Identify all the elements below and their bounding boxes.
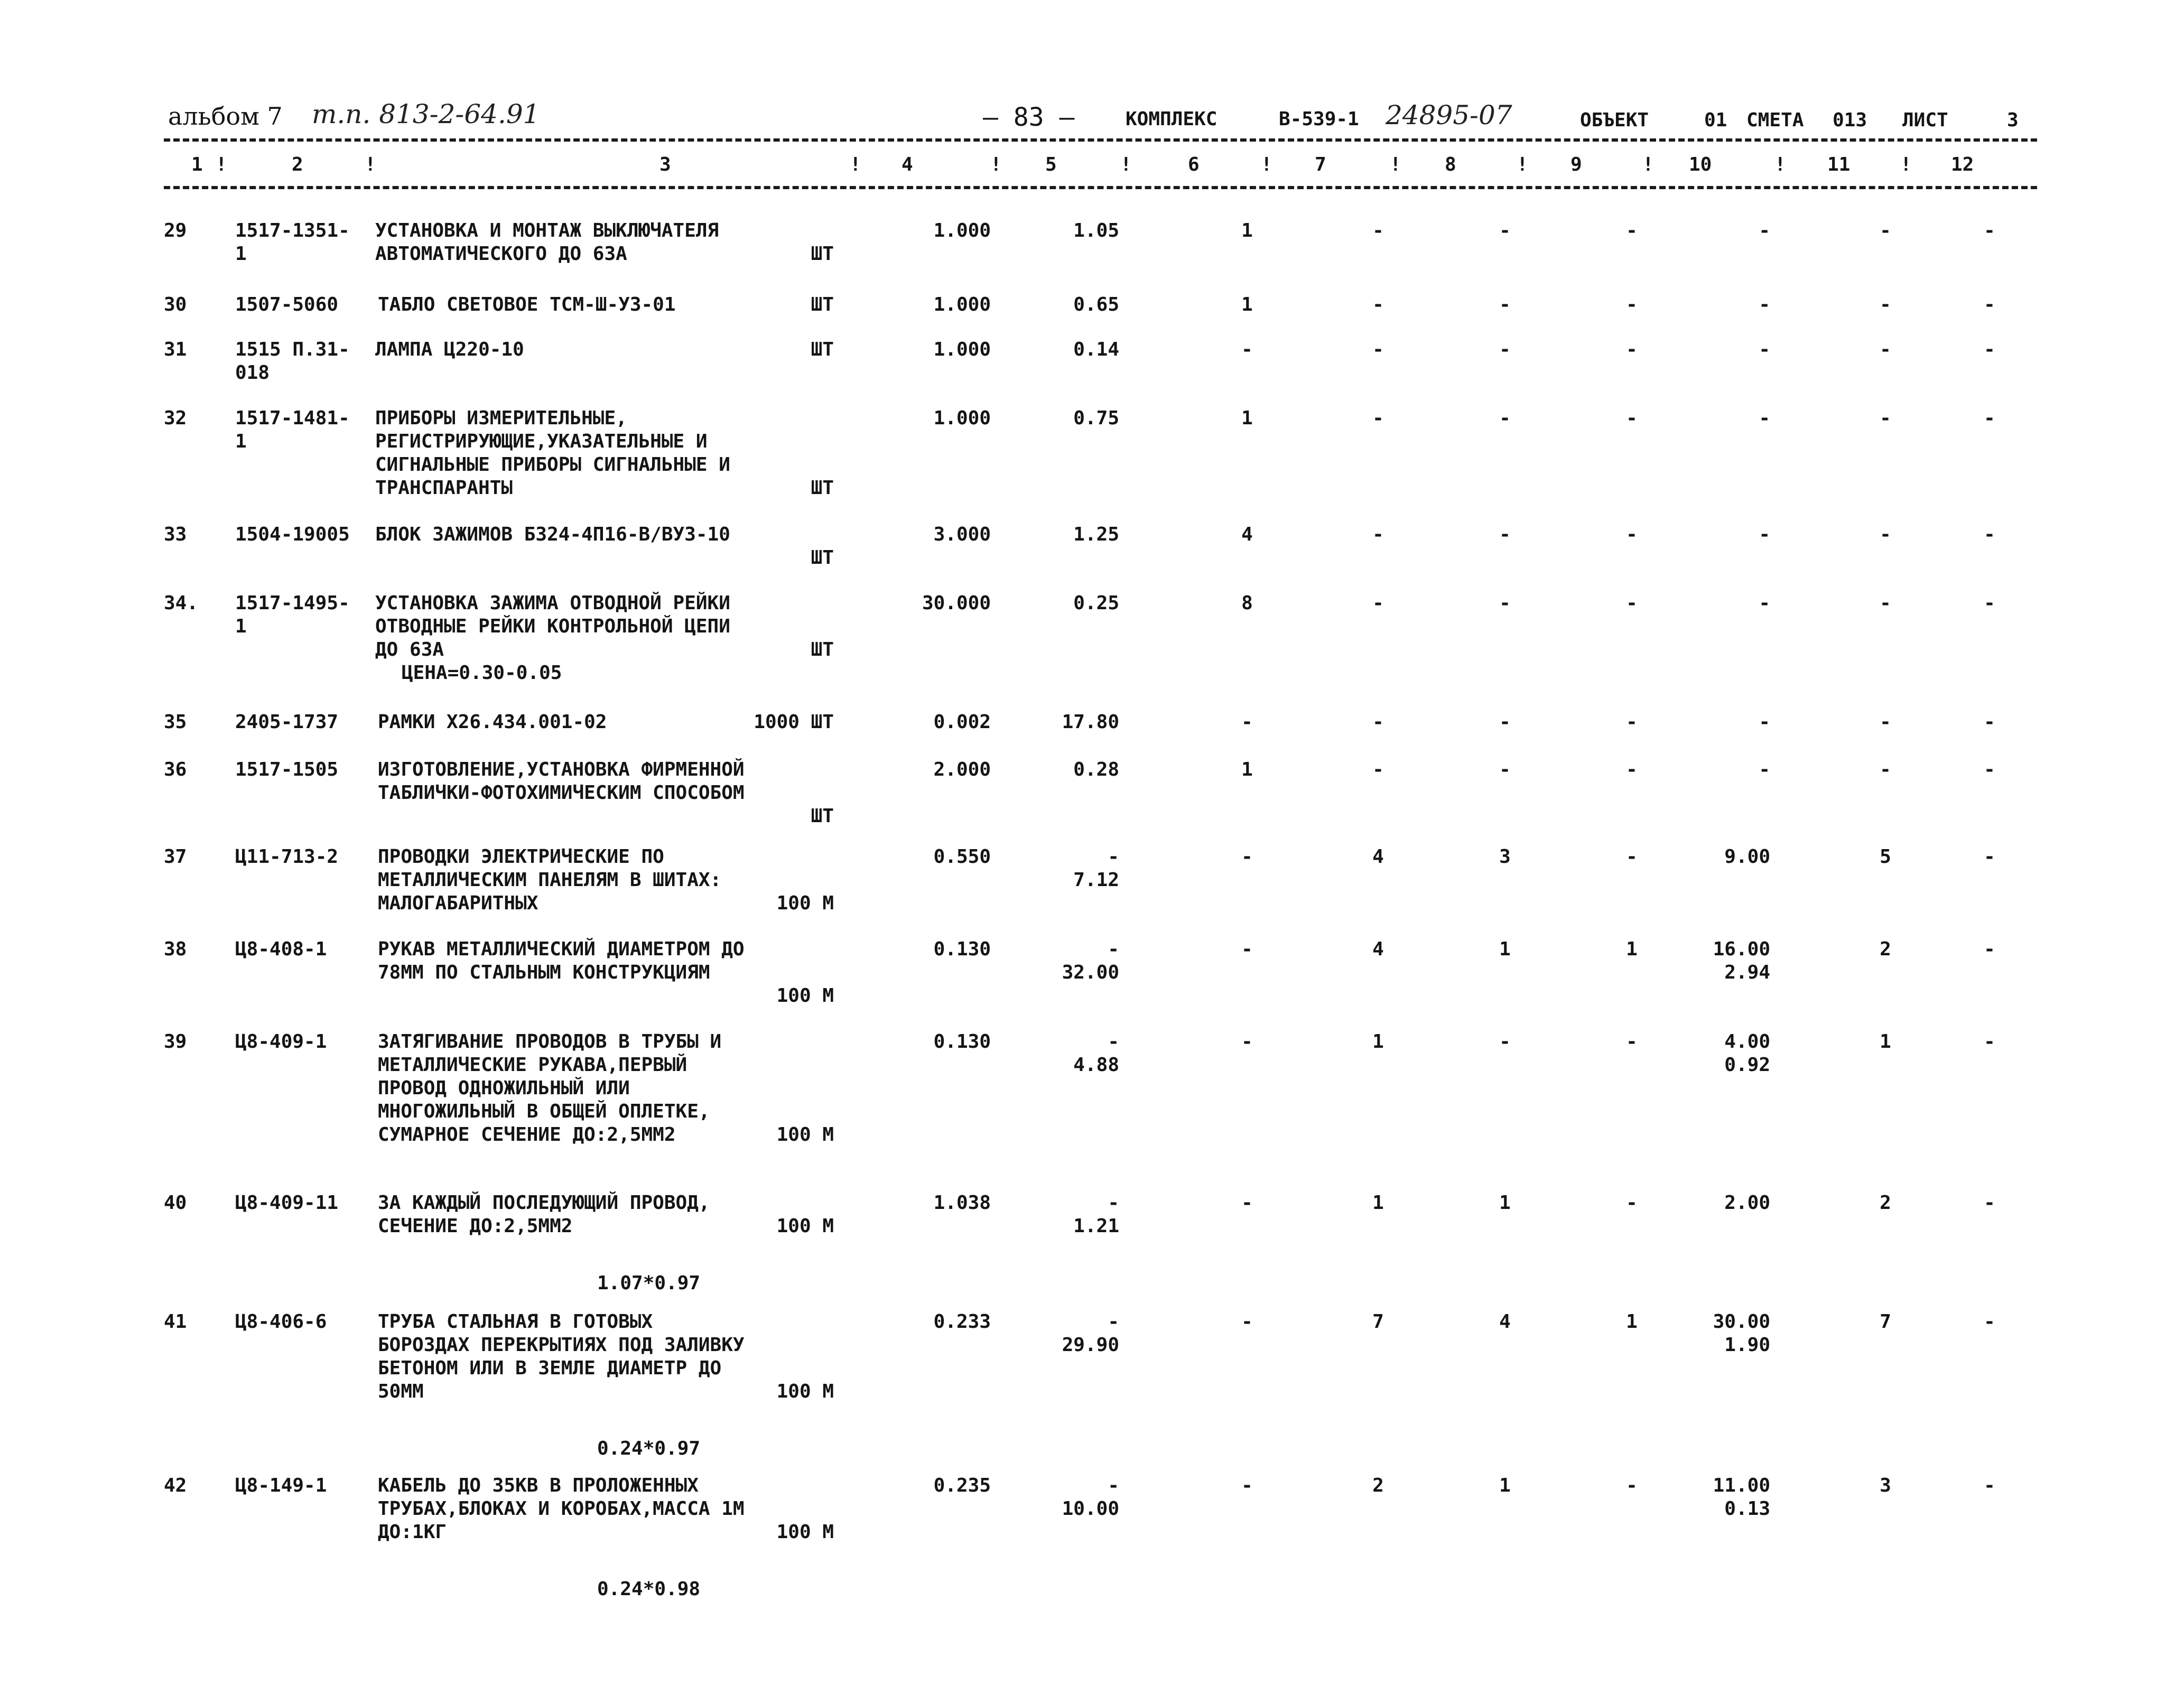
list-value: 3 — [2007, 109, 2019, 131]
cell-col11: - — [1880, 592, 1891, 614]
row-code-suffix: 1 — [235, 431, 247, 452]
cell-col10-second: 0.13 — [1724, 1498, 1770, 1520]
cell-col10: 2.00 — [1724, 1192, 1770, 1214]
row-unit: 100 М — [776, 892, 834, 914]
cell-col12: - — [1984, 938, 1995, 960]
cell-col5: - — [1108, 938, 1119, 960]
cell-col5-second: 32.00 — [1062, 962, 1119, 983]
cell-col4: 3.000 — [933, 524, 991, 545]
cell-col10: 11.00 — [1713, 1475, 1770, 1496]
cell-col5: 1.25 — [1073, 524, 1119, 545]
row-code-suffix: 1 — [235, 243, 247, 265]
row-code: 2405-1737 — [235, 711, 339, 733]
row-unit: ШТ — [811, 243, 834, 265]
cell-col11: - — [1880, 759, 1891, 780]
cell-col10: - — [1759, 339, 1770, 360]
row-description: СУМАРНОЕ СЕЧЕНИЕ ДО:2,5ММ2 — [378, 1124, 676, 1146]
header-rule-bottom — [164, 186, 2037, 189]
object-value: 01 — [1704, 109, 1727, 131]
cell-col8: - — [1499, 592, 1511, 614]
cell-col5: 0.65 — [1073, 294, 1119, 315]
cell-col4: 0.130 — [933, 1031, 991, 1053]
cell-col7: 4 — [1372, 938, 1384, 960]
column-number: 1 — [191, 154, 203, 175]
cell-col8: - — [1499, 711, 1511, 733]
row-unit: ШТ — [811, 547, 834, 569]
column-separator: ! — [216, 154, 227, 175]
row-description: РАМКИ Х26.434.001-02 — [378, 711, 607, 733]
cell-col9: - — [1626, 711, 1638, 733]
cell-col7: 1 — [1372, 1192, 1384, 1214]
cell-col12: - — [1984, 592, 1995, 614]
cell-col5: - — [1108, 1192, 1119, 1214]
cell-col7: - — [1372, 407, 1384, 429]
cell-col8: 1 — [1499, 1192, 1511, 1214]
cell-col11: 3 — [1880, 1475, 1891, 1496]
cell-col9: 1 — [1626, 938, 1638, 960]
row-description: РЕГИСТРИРУЮЩИЕ,УКАЗАТЕЛЬНЫЕ И — [375, 431, 708, 452]
cell-col7: 1 — [1372, 1031, 1384, 1053]
column-separator: ! — [850, 154, 861, 175]
cell-col8: - — [1499, 759, 1511, 780]
cell-col9: - — [1626, 592, 1638, 614]
cell-col7: - — [1372, 220, 1384, 241]
row-code: Ц11-713-2 — [235, 846, 339, 868]
row-number: 42 — [164, 1475, 187, 1496]
column-separator: ! — [365, 154, 376, 175]
cell-col8: 1 — [1499, 938, 1511, 960]
row-number: 40 — [164, 1192, 187, 1214]
cell-col11: 2 — [1880, 1192, 1891, 1214]
cell-col12: - — [1984, 1311, 1995, 1333]
cell-col9: - — [1626, 1475, 1638, 1496]
row-description: АВТОМАТИЧЕСКОГО ДО 63А — [375, 243, 627, 265]
column-number: 10 — [1689, 154, 1712, 175]
row-description: СИГНАЛЬНЫЕ ПРИБОРЫ СИГНАЛЬНЫЕ И — [375, 454, 730, 476]
cell-col8: - — [1499, 1031, 1511, 1053]
column-separator: ! — [1390, 154, 1401, 175]
row-description: УСТАНОВКА ЗАЖИМА ОТВОДНОЙ РЕЙКИ — [375, 592, 730, 614]
column-number: 6 — [1188, 154, 1200, 175]
row-number: 32 — [164, 407, 187, 429]
cell-col4: 0.235 — [933, 1475, 991, 1496]
cell-col10: - — [1759, 759, 1770, 780]
column-number: 7 — [1315, 154, 1326, 175]
cell-col7: - — [1372, 524, 1384, 545]
album-label: альбом 7 — [168, 102, 283, 131]
row-description: МАЛОГАБАРИТНЫХ — [378, 892, 538, 914]
cell-col10: 16.00 — [1713, 938, 1770, 960]
cell-col5: 0.75 — [1073, 407, 1119, 429]
row-unit: ШТ — [811, 639, 834, 660]
cell-col4: 2.000 — [933, 759, 991, 780]
row-code: 1507-5060 — [235, 294, 339, 315]
cell-col12: - — [1984, 1031, 1995, 1053]
cell-col4: 1.000 — [933, 339, 991, 360]
cell-col12: - — [1984, 1475, 1995, 1496]
row-unit: 100 М — [776, 1215, 834, 1237]
row-code: Ц8-406-6 — [235, 1311, 327, 1333]
column-number: 9 — [1570, 154, 1582, 175]
row-number: 30 — [164, 294, 187, 315]
cell-col6: - — [1241, 1475, 1253, 1496]
row-description: 78ММ ПО СТАЛЬНЫМ КОНСТРУКЦИЯМ — [378, 962, 710, 983]
column-number: 12 — [1951, 154, 1974, 175]
cell-col4: 0.130 — [933, 938, 991, 960]
cell-col9: - — [1626, 294, 1638, 315]
row-unit: 100 М — [776, 985, 834, 1007]
cell-col12: - — [1984, 339, 1995, 360]
cell-col6: - — [1241, 1311, 1253, 1333]
cell-col9: - — [1626, 524, 1638, 545]
cell-col12: - — [1984, 220, 1995, 241]
row-code: 1517-1351- — [235, 220, 350, 241]
kompleks-label: КОМПЛЕКС — [1126, 108, 1218, 130]
row-number: 36 — [164, 759, 187, 780]
row-code-suffix: 1 — [235, 616, 247, 637]
cell-col5: 0.25 — [1073, 592, 1119, 614]
row-description: ЗАТЯГИВАНИЕ ПРОВОДОВ В ТРУБЫ И — [378, 1031, 722, 1053]
cell-col6: - — [1241, 339, 1253, 360]
row-description: ОТВОДНЫЕ РЕЙКИ КОНТРОЛЬНОЙ ЦЕПИ — [375, 616, 730, 637]
kompleks-code: В-539-1 — [1279, 108, 1359, 130]
cell-col6: 4 — [1241, 524, 1253, 545]
row-description: ЗА КАЖДЫЙ ПОСЛЕДУЮЩИЙ ПРОВОД, — [378, 1192, 710, 1214]
cell-col6: 1 — [1241, 294, 1253, 315]
cell-col5: - — [1108, 846, 1119, 868]
cell-col10-second: 1.90 — [1724, 1334, 1770, 1356]
cell-col8: 4 — [1499, 1311, 1511, 1333]
cell-col6: - — [1241, 1031, 1253, 1053]
row-number: 41 — [164, 1311, 187, 1333]
row-number: 39 — [164, 1031, 187, 1053]
row-code: Ц8-408-1 — [235, 938, 327, 960]
cell-col7: 4 — [1372, 846, 1384, 868]
cell-col11: 7 — [1880, 1311, 1891, 1333]
row-code: Ц8-149-1 — [235, 1475, 327, 1496]
cell-col6: - — [1241, 846, 1253, 868]
row-number: 29 — [164, 220, 187, 241]
cell-col7: - — [1372, 759, 1384, 780]
cell-col12: - — [1984, 294, 1995, 315]
column-separator: ! — [990, 154, 1002, 175]
cell-col4: 0.002 — [933, 711, 991, 733]
cell-col11: 2 — [1880, 938, 1891, 960]
row-unit: 100 М — [776, 1124, 834, 1146]
row-code-suffix: 018 — [235, 362, 270, 384]
row-description: КАБЕЛЬ ДО 35КВ В ПРОЛОЖЕННЫХ — [378, 1475, 699, 1496]
cell-col5-second: 29.90 — [1062, 1334, 1119, 1356]
cell-col9: - — [1626, 759, 1638, 780]
cell-col5-second: 1.21 — [1073, 1215, 1119, 1237]
row-unit: 100 М — [776, 1381, 834, 1402]
cell-col8: - — [1499, 407, 1511, 429]
cell-col8: - — [1499, 294, 1511, 315]
column-separator: ! — [1517, 154, 1528, 175]
row-code: 1517-1481- — [235, 407, 350, 429]
cell-col7: - — [1372, 339, 1384, 360]
row-description: 50ММ — [378, 1381, 424, 1402]
row-description: БЛОК ЗАЖИМОВ Б324-4П16-В/ВУЗ-10 — [375, 524, 730, 545]
row-description: МЕТАЛЛИЧЕСКИМ ПАНЕЛЯМ В ШИТАХ: — [378, 869, 722, 891]
object-label: ОБЪЕКТ — [1580, 109, 1649, 131]
cell-col10-second: 2.94 — [1724, 962, 1770, 983]
row-description: МНОГОЖИЛЬНЫЙ В ОБЩЕЙ ОПЛЕТКЕ, — [378, 1101, 710, 1122]
cell-col9: 1 — [1626, 1311, 1638, 1333]
page-number: – 83 – — [983, 103, 1075, 132]
cell-col10: - — [1759, 711, 1770, 733]
cell-col6: 1 — [1241, 220, 1253, 241]
cell-col12: - — [1984, 846, 1995, 868]
cell-col12: - — [1984, 711, 1995, 733]
row-unit: 1000 ШТ — [754, 711, 834, 733]
cell-col4: 1.000 — [933, 220, 991, 241]
row-description: ТРАНСПАРАНТЫ — [375, 477, 513, 499]
row-number: 35 — [164, 711, 187, 733]
column-separator: ! — [1774, 154, 1786, 175]
cell-col6: 1 — [1241, 759, 1253, 780]
cell-col5-second: 7.12 — [1073, 869, 1119, 891]
row-description: БОРОЗДАХ ПЕРЕКРЫТИЯХ ПОД ЗАЛИВКУ — [378, 1334, 745, 1356]
cell-col11: - — [1880, 339, 1891, 360]
header-rule-top — [164, 138, 2037, 142]
cell-col6: - — [1241, 711, 1253, 733]
cell-col4: 1.000 — [933, 407, 991, 429]
row-description: ДО 63А — [375, 639, 444, 660]
cell-col6: 8 — [1241, 592, 1253, 614]
cell-col6: 1 — [1241, 407, 1253, 429]
cell-col11: - — [1880, 524, 1891, 545]
column-number: 2 — [292, 154, 303, 175]
cell-col9: - — [1626, 407, 1638, 429]
row-unit: 100 М — [776, 1521, 834, 1543]
smeta-label: СМЕТА — [1746, 109, 1804, 131]
cell-col4: 1.000 — [933, 294, 991, 315]
cell-col9: - — [1626, 220, 1638, 241]
cell-col5: 1.05 — [1073, 220, 1119, 241]
cell-col10: - — [1759, 524, 1770, 545]
cell-col9: - — [1626, 339, 1638, 360]
cell-col10: 4.00 — [1724, 1031, 1770, 1053]
row-description: ПРИБОРЫ ИЗМЕРИТЕЛЬНЫЕ, — [375, 407, 627, 429]
cell-col7: 2 — [1372, 1475, 1384, 1496]
row-description: МЕТАЛЛИЧЕСКИЕ РУКАВА,ПЕРВЫЙ — [378, 1054, 687, 1076]
cell-col4: 0.550 — [933, 846, 991, 868]
cell-col8: 1 — [1499, 1475, 1511, 1496]
cell-col5: 0.28 — [1073, 759, 1119, 780]
row-number: 33 — [164, 524, 187, 545]
cell-col5: 17.80 — [1062, 711, 1119, 733]
row-number: 38 — [164, 938, 187, 960]
row-description: РУКАВ МЕТАЛЛИЧЕСКИЙ ДИАМЕТРОМ ДО — [378, 938, 745, 960]
column-separator: ! — [1261, 154, 1272, 175]
handwritten-number: 24895-07 — [1386, 100, 1512, 131]
row-unit: ШТ — [811, 805, 834, 827]
row-unit: ШТ — [811, 294, 834, 315]
cell-col10: 9.00 — [1724, 846, 1770, 868]
column-number: 11 — [1827, 154, 1851, 175]
row-description: СЕЧЕНИЕ ДО:2,5ММ2 — [378, 1215, 573, 1237]
cell-col12: - — [1984, 524, 1995, 545]
row-number: 31 — [164, 339, 187, 360]
cell-col7: - — [1372, 294, 1384, 315]
row-description: ПРОВОД ОДНОЖИЛЬНЫЙ ИЛИ — [378, 1077, 630, 1099]
cell-col10: - — [1759, 592, 1770, 614]
cell-col8: - — [1499, 339, 1511, 360]
cell-col11: - — [1880, 711, 1891, 733]
cell-col10: 30.00 — [1713, 1311, 1770, 1333]
cell-col11: - — [1880, 294, 1891, 315]
cell-col5: - — [1108, 1311, 1119, 1333]
cell-col10-second: 0.92 — [1724, 1054, 1770, 1076]
row-code: Ц8-409-11 — [235, 1192, 339, 1214]
cell-col11: - — [1880, 407, 1891, 429]
row-unit: ШТ — [811, 339, 834, 360]
row-description: УСТАНОВКА И МОНТАЖ ВЫКЛЮЧАТЕЛЯ — [375, 220, 719, 241]
cell-col10: - — [1759, 220, 1770, 241]
row-unit: ШТ — [811, 477, 834, 499]
row-description: ИЗГОТОВЛЕНИЕ,УСТАНОВКА ФИРМЕННОЙ — [378, 759, 745, 780]
cell-col4: 1.038 — [933, 1192, 991, 1214]
cell-col8: 3 — [1499, 846, 1511, 868]
cell-col5: - — [1108, 1031, 1119, 1053]
cell-col7: - — [1372, 711, 1384, 733]
tp-handwritten: т.п. 813-2-64.91 — [312, 99, 540, 129]
column-number: 5 — [1045, 154, 1057, 175]
row-code: 1517-1505 — [235, 759, 339, 780]
cell-col5: - — [1108, 1475, 1119, 1496]
cell-col12: - — [1984, 759, 1995, 780]
row-note: ЦЕНА=0.30-0.05 — [402, 662, 562, 684]
cell-col8: - — [1499, 220, 1511, 241]
column-number: 3 — [659, 154, 671, 175]
cell-col4: 0.233 — [933, 1311, 991, 1333]
row-code: 1504-19005 — [235, 524, 350, 545]
cell-col10: - — [1759, 407, 1770, 429]
cell-col12: - — [1984, 407, 1995, 429]
row-description: ПРОВОДКИ ЭЛЕКТРИЧЕСКИЕ ПО — [378, 846, 664, 868]
row-number: 34. — [164, 592, 199, 614]
cell-col5-second: 4.88 — [1073, 1054, 1119, 1076]
row-number: 37 — [164, 846, 187, 868]
column-separator: ! — [1120, 154, 1132, 175]
column-separator: ! — [1642, 154, 1654, 175]
row-code: Ц8-409-1 — [235, 1031, 327, 1053]
row-description: БЕТОНОМ ИЛИ В ЗЕМЛЕ ДИАМЕТР ДО — [378, 1357, 722, 1379]
row-description: ЛАМПА Ц220-10 — [375, 339, 524, 360]
row-description: ТРУБАХ,БЛОКАХ И КОРОБАХ,МАССА 1М — [378, 1498, 745, 1520]
list-label: ЛИСТ — [1902, 109, 1948, 131]
column-separator: ! — [1900, 154, 1912, 175]
column-number: 4 — [902, 154, 913, 175]
cell-col9: - — [1626, 846, 1638, 868]
cell-col6: - — [1241, 1192, 1253, 1214]
row-note: 1.07*0.97 — [597, 1272, 701, 1294]
row-description: ТАБЛИЧКИ-ФОТОХИМИЧЕСКИМ СПОСОБОМ — [378, 782, 745, 804]
cell-col10: - — [1759, 294, 1770, 315]
cell-col9: - — [1626, 1031, 1638, 1053]
cell-col6: - — [1241, 938, 1253, 960]
row-note: 0.24*0.97 — [597, 1438, 701, 1459]
cell-col4: 30.000 — [922, 592, 991, 614]
smeta-value: 013 — [1833, 109, 1867, 131]
cell-col7: 7 — [1372, 1311, 1384, 1333]
cell-col11: 1 — [1880, 1031, 1891, 1053]
cell-col5-second: 10.00 — [1062, 1498, 1119, 1520]
cell-col8: - — [1499, 524, 1511, 545]
cell-col7: - — [1372, 592, 1384, 614]
row-note: 0.24*0.98 — [597, 1578, 701, 1600]
cell-col11: - — [1880, 220, 1891, 241]
row-description: ДО:1КГ — [378, 1521, 447, 1543]
row-code: 1515 П.31- — [235, 339, 350, 360]
column-number: 8 — [1445, 154, 1456, 175]
row-code: 1517-1495- — [235, 592, 350, 614]
row-description: ТРУБА СТАЛЬНАЯ В ГОТОВЫХ — [378, 1311, 653, 1333]
cell-col12: - — [1984, 1192, 1995, 1214]
cell-col5: 0.14 — [1073, 339, 1119, 360]
cell-col9: - — [1626, 1192, 1638, 1214]
cell-col11: 5 — [1880, 846, 1891, 868]
row-description: ТАБЛО СВЕТОВОЕ ТСМ-Ш-УЗ-01 — [378, 294, 676, 315]
